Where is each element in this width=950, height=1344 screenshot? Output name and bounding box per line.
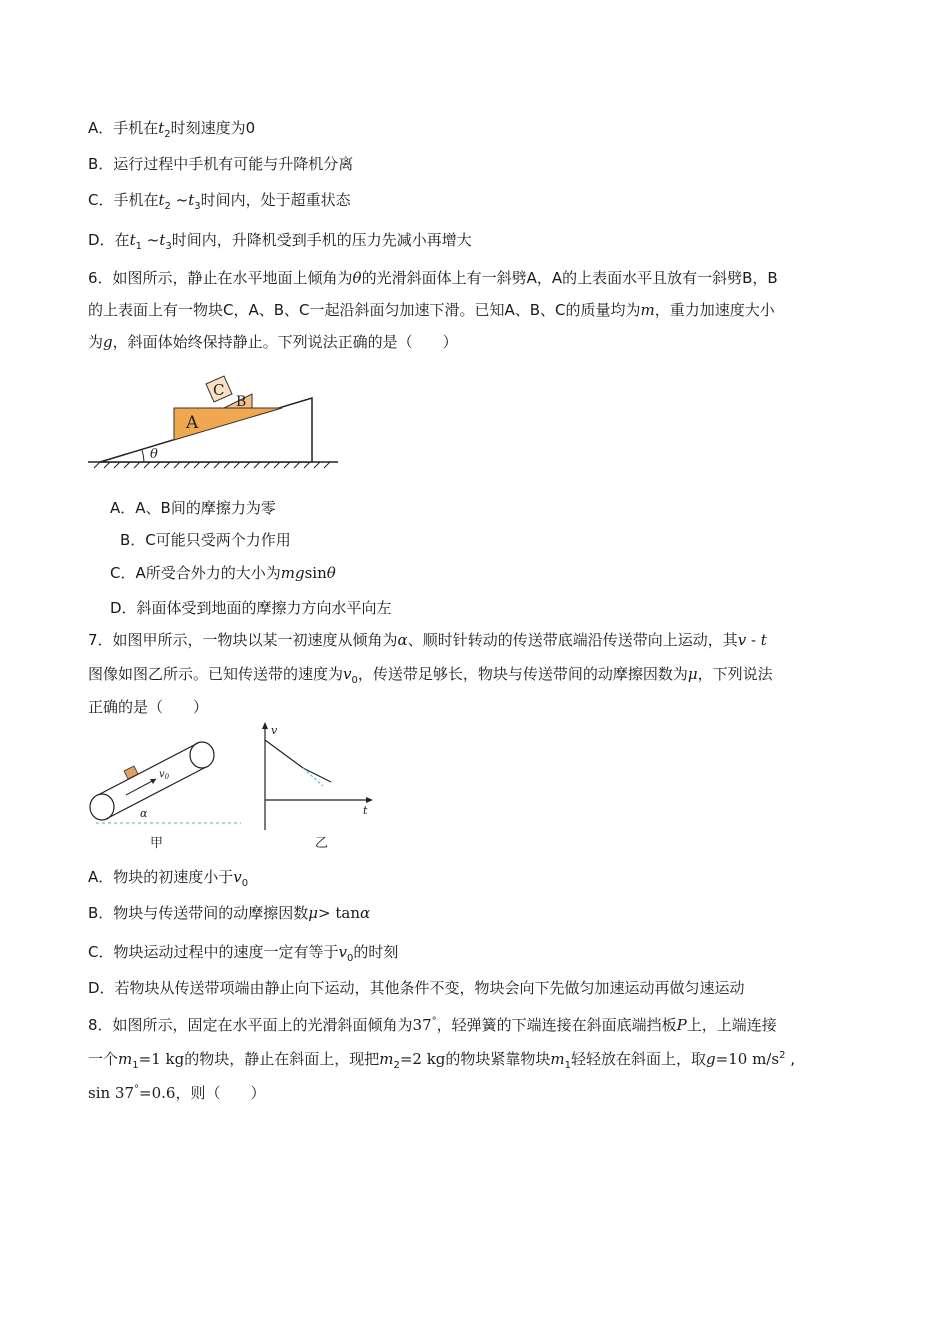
q8-stem-line2: 一个$m_1=1$ kg的物块，静止在斜面上，现把$m_2=2$ kg的物块紧靠物块$m_1$轻轻放在斜面上，取g=10 $m/s^2$ , [88, 1050, 795, 1071]
g-value: =10 m/s [715, 1050, 780, 1068]
label-b: B [236, 394, 247, 410]
q7-stem-part: ，下列说法 [697, 665, 773, 683]
q5-option-c-tail: 时间内，处于超重状态 [200, 191, 351, 209]
q8-stem-part: 上，上端连接 [686, 1016, 777, 1034]
q6-option-c: C．A所受合外力的大小为mgsinθ [110, 564, 336, 582]
q8-stem-part: ，轻弹簧的下端连接在斜面底端挡板 [436, 1016, 677, 1034]
q6-stem-part: 的光滑斜面体上有一斜劈A，A的上表面水平且放有一斜劈B，B [361, 269, 778, 287]
q7-stem-part: 、顺时针转动的传送带底端沿传送带向上运动，其 [407, 631, 738, 649]
label-c: C [213, 381, 225, 399]
q7-stem-line1: 7．如图甲所示，一物块以某一初速度从倾角为α、顺时针转动的传送带底端沿传送带向上运动，其v - t [88, 631, 767, 649]
q5-option-a-tail: 时刻速度为0 [170, 119, 256, 137]
q5-option-d: D．在$t_1$ $\sim t_3$时间内，升降机受到手机的压力先减小再增大 [88, 231, 472, 252]
q5-option-b [88, 154, 353, 174]
q8-stem-part: 的物块，静止在斜面上，现把 [184, 1050, 380, 1068]
q6-stem-part: 的上表面上有一物块C，A、B、C一起沿斜面匀加速下滑。已知A、B、C的质量均为 [88, 301, 641, 319]
caption-yi: 乙 [315, 836, 329, 851]
q7-option-a-text: A．物块的初速度小于 [88, 868, 234, 886]
q6-stem-line2: 的上表面上有一物块C，A、B、C一起沿斜面匀加速下滑。已知A、B、C的质量均为m，重力加速度大小 [88, 301, 775, 319]
q7-stem-part: 正确的是（ ） [88, 698, 209, 716]
m2-value: =2 kg [399, 1050, 446, 1068]
q7-option-c-text: C．物块运动过程中的速度一定有等于 [88, 943, 339, 961]
label-a: A [186, 413, 199, 433]
q6-option-d-text: D．斜面体受到地面的摩擦力方向水平向左 [110, 599, 392, 617]
q5-option-c: C．手机在$t_2$ $\sim t_3$时间内，处于超重状态 [88, 191, 351, 212]
q7-stem-part: ，传送带足够长，物块与传送带间的动摩擦因数为 [357, 665, 688, 683]
q5-option-d-text: D．在 [88, 231, 130, 249]
m1-value: =1 kg [138, 1050, 185, 1068]
v0-label: $v_0$ [159, 769, 170, 781]
q6-option-a-text: A．A、B间的摩擦力为零 [110, 499, 276, 517]
q8-stem-line1: 8．如图所示，固定在水平面上的光滑斜面倾角为37°，轻弹簧的下端连接在斜面底端挡板P上，上端连接 [88, 1016, 777, 1034]
q6-stem-line1: 6．如图所示，静止在水平地面上倾角为θ的光滑斜面体上有一斜劈A，A的上表面水平且放有一斜劈B，B [88, 269, 778, 287]
q5-option-c-text: C．手机在 [88, 191, 159, 209]
t2-sub: 2 [164, 129, 171, 140]
q7-option-b-text: B．物块与传送带间的动摩擦因数 [88, 904, 309, 922]
q6-option-a [110, 498, 276, 518]
angle-37: 37 [412, 1016, 432, 1034]
q5-option-a [88, 118, 255, 145]
alpha-label: α [140, 807, 148, 820]
q7-conveyor-figure [86, 735, 246, 853]
q5-option-b-text: B．运行过程中手机有可能与升降机分离 [88, 155, 354, 173]
v-axis-label: v [271, 724, 278, 737]
q7-option-d-text: D．若物块从传送带项端由静止向下运动，其他条件不变，物块会向下先做匀加速运动再做匀速运动 [88, 979, 745, 997]
q7-option-c-tail: 的时刻 [353, 943, 399, 961]
q7-stem-part: 图像如图乙所示。已知传送带的速度为 [88, 665, 344, 683]
q7-option-c: C．物块运动过程中的速度一定有等于$v_0$的时刻 [88, 943, 399, 964]
q6-incline-figure [86, 370, 346, 470]
q6-option-c-text: C．A所受合外力的大小为 [110, 564, 281, 582]
q7-stem-part: 7．如图甲所示，一物块以某一初速度从倾角为 [88, 631, 398, 649]
gt-tan: > tan [318, 904, 361, 922]
q6-stem-part: 6．如图所示，静止在水平地面上倾角为 [88, 269, 353, 287]
q7-option-d [88, 978, 745, 998]
q6-stem-part: ，重力加速度大小 [654, 301, 775, 319]
sin-value: =0.6 [139, 1084, 176, 1102]
q6-option-b [120, 530, 291, 550]
theta-label: θ [150, 447, 158, 462]
q8-stem-part: 一个 [88, 1050, 119, 1068]
q7-option-a: A．物块的初速度小于$v_0$ [88, 868, 249, 889]
mg-symbol: mg [280, 564, 305, 582]
q6-option-d [110, 598, 392, 618]
caption-jia: 甲 [150, 836, 164, 851]
sin37: sin 37 [88, 1084, 135, 1102]
q6-option-b-text: B．C可能只受两个力作用 [120, 531, 291, 549]
q8-stem-part: 轻轻放在斜面上，取 [571, 1050, 707, 1068]
sin-fn: sin [304, 564, 327, 582]
q7-stem-line3 [88, 697, 208, 717]
q5-option-a-text: A．手机在 [88, 119, 159, 137]
q7-option-b: B．物块与传送带间的动摩擦因数μ> tanα [88, 904, 371, 922]
q8-stem-part: ，则（ ） [175, 1084, 266, 1102]
q8-stem-line3: sin 37°=0.6，则（ ） [88, 1084, 266, 1102]
q7-vt-graph [255, 720, 375, 853]
conveyor-block [124, 766, 138, 779]
t-axis-label: t [363, 804, 368, 817]
t2-symbol: t [158, 119, 165, 137]
q7-stem-line2: 图像如图乙所示。已知传送带的速度为$v_0$，传送带足够长，物块与传送带间的动摩擦因数为μ，下列说法 [88, 665, 773, 686]
q6-stem-part: 为 [88, 333, 104, 351]
q5-option-d-tail: 时间内，升降机受到手机的压力先减小再增大 [171, 231, 472, 249]
vt-curve [265, 740, 331, 782]
q8-stem-part: 8．如图所示，固定在水平面上的光滑斜面倾角为 [88, 1016, 413, 1034]
q8-stem-part: 的物块紧靠物块 [445, 1050, 551, 1068]
q6-stem-part: ，斜面体始终保持静止。下列说法正确的是（ ） [112, 333, 458, 351]
q6-stem-line3: 为g，斜面体始终保持静止。下列说法正确的是（ ） [88, 333, 458, 351]
